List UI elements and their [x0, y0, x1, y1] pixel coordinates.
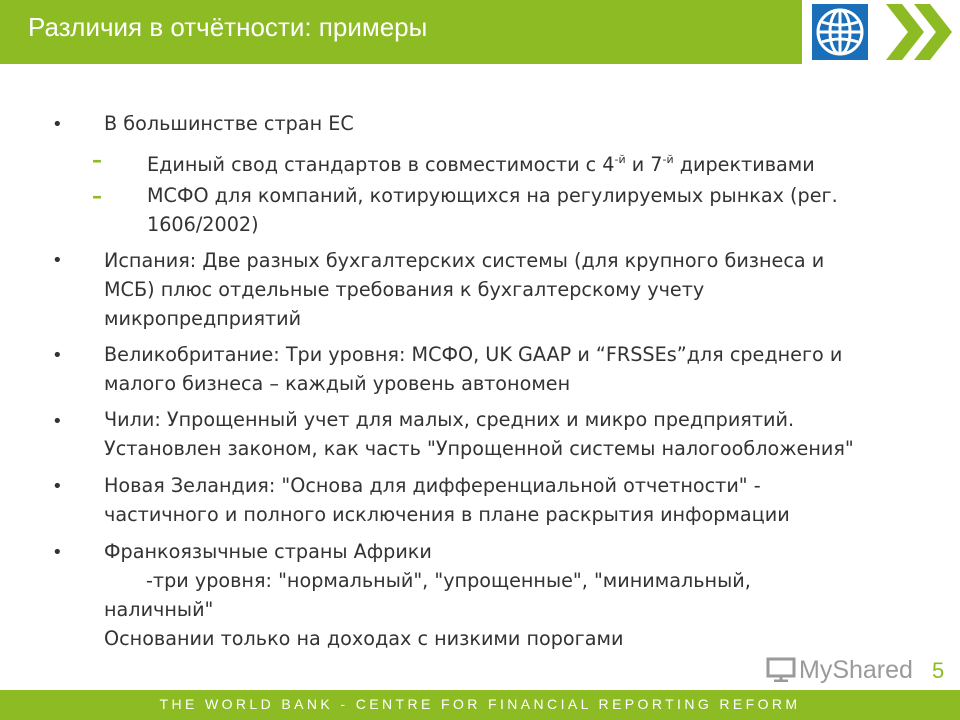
list-item-text: Великобритание: Три уровня: МСФО, UK GAAP и “FRSSEs”для среднего и — [104, 343, 843, 366]
list-item-text: Основании только на доходах с низкими порогами — [104, 627, 624, 650]
list-item-text: малого бизнеса – каждый уровень автономен — [104, 372, 571, 395]
list-item-text: частичного и полного исключения в плане раскрытия информации — [104, 503, 790, 526]
bullet-icon — [52, 354, 60, 362]
list-item-text: МСБ) плюс отдельные требования к бухгалтерскому учету — [104, 278, 705, 301]
bullet-icon — [52, 123, 60, 131]
list-item-text: МСФО для компаний, котирующихся на регулируемых рынках (рег. — [147, 184, 838, 207]
presentation-icon — [766, 656, 796, 682]
list-item-text: Испания: Две разных бухгалтерских системы (для крупного бизнеса и — [104, 249, 825, 272]
dash-icon: – — [92, 148, 102, 172]
page-number: 5 — [932, 658, 945, 683]
watermark: MyShared — [766, 656, 913, 685]
list-item-text: Чили: Упрощенный учет для малых, средних и микро предприятий. — [104, 408, 795, 431]
list-item-text: В большинстве стран ЕС — [104, 112, 354, 135]
list-item-text: Новая Зеландия: "Основа для дифференциальной отчетности" - — [104, 474, 761, 497]
bullet-icon — [52, 485, 60, 493]
bullet-icon — [52, 259, 60, 267]
footer-text: THE WORLD BANK - CENTRE FOR FINANCIAL REPORTING REFORM — [159, 696, 801, 712]
footer-bar — [0, 690, 960, 720]
bullet-icon — [52, 420, 60, 428]
list-item-text: наличный" — [104, 598, 214, 621]
list-item-text: Установлен законом, как часть "Упрощенной системы налогообложения" — [104, 437, 854, 460]
dash-icon: – — [92, 184, 102, 208]
slide-title: Различия в отчётности: примеры — [28, 12, 428, 42]
bullet-icon — [52, 551, 60, 559]
list-item-text: -три уровня: "нормальный", "упрощенные", "минимальный, — [146, 569, 751, 592]
list-item-text: Единый свод стандартов в совместимости с $4^{-й}$ и $7^{-й}$ директивами — [147, 153, 815, 176]
list-item-text: 1606/2002) — [147, 213, 259, 236]
list-item-text: микропредприятий — [104, 307, 302, 330]
list-item-text: Франкоязычные страны Африки — [104, 540, 432, 563]
